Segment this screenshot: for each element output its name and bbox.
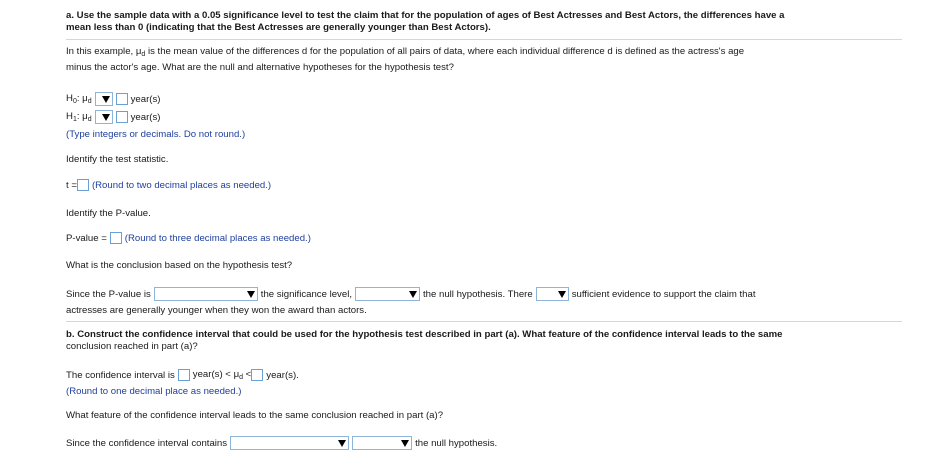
example-line1: In this example, $\mu_d$ is the mean value of the differences d for the population of all pairs of data, where each individual difference d is defined as the actress's age xyxy=(66,46,745,58)
chevron-down-icon xyxy=(409,291,417,298)
chevron-down-icon xyxy=(247,291,255,298)
ci-contains-dropdown[interactable] xyxy=(230,436,349,450)
part-b-question-line1: b. Construct the confidence interval that could be used for the hypothesis test described in part (a). What feature of the confidence interval leads to the same xyxy=(66,329,783,340)
pvalue-note: (Round to three decimal places as needed.) xyxy=(124,232,311,244)
pvalue-question: Identify the P-value. xyxy=(66,208,151,219)
null-decision-dropdown[interactable] xyxy=(355,287,420,301)
test-statistic-question: Identify the test statistic. xyxy=(66,154,169,165)
feature-question: What feature of the confidence interval leads to the same conclusion reached in part (a)? xyxy=(66,410,444,421)
part-a-intro-line2: mean less than 0 (indicating that the Best Actresses are generally younger than Best Actors). xyxy=(66,22,491,33)
pvalue-label: P-value = xyxy=(66,232,107,244)
ci-lower-input[interactable] xyxy=(178,369,190,381)
pvalue-input[interactable] xyxy=(110,232,122,244)
h1-label: $H_1$: $\mu_d$ xyxy=(66,111,92,123)
ci-mid: year(s) < $\mu_d$ < xyxy=(192,369,252,381)
ci-upper-input[interactable] xyxy=(251,369,263,381)
pvalue-row xyxy=(66,231,311,245)
chevron-down-icon xyxy=(102,96,110,103)
hypothesis-note: (Type integers or decimals. Do not round.) xyxy=(66,129,246,140)
conclusion-text-1: Since the P-value is xyxy=(66,288,151,300)
part-a-intro-line1: a. Use the sample data with a 0.05 significance level to test the claim that for the population of ages of Best Actresses and Best Actors, the differences have a xyxy=(66,10,785,21)
chevron-down-icon xyxy=(558,291,566,298)
chevron-down-icon xyxy=(102,114,110,121)
feature-suffix: the null hypothesis. xyxy=(415,437,498,449)
feature-row xyxy=(66,436,497,450)
ci-note: (Round to one decimal place as needed.) xyxy=(66,386,242,397)
h0-row xyxy=(66,92,160,106)
ci-row xyxy=(66,368,299,382)
conclusion-text-4: sufficient evidence to support the claim that xyxy=(571,288,756,300)
chevron-down-icon xyxy=(338,440,346,447)
h0-operator-dropdown[interactable] xyxy=(95,92,113,106)
pvalue-comparison-dropdown[interactable] xyxy=(154,287,258,301)
example-line2: minus the actor's age. What are the null and alternative hypotheses for the hypothesis test? xyxy=(66,62,454,73)
h0-label: $H_0$: $\mu_d$ xyxy=(66,93,92,105)
ci-suffix: year(s). xyxy=(266,369,299,381)
conclusion-row xyxy=(66,287,756,301)
h1-operator-dropdown[interactable] xyxy=(95,110,113,124)
t-value-input[interactable] xyxy=(77,179,89,191)
h1-value-input[interactable] xyxy=(116,111,128,123)
conclusion-text-2: the significance level, xyxy=(260,288,352,300)
h0-value-input[interactable] xyxy=(116,93,128,105)
ci-decision-dropdown[interactable] xyxy=(352,436,412,450)
divider xyxy=(66,321,902,322)
evidence-dropdown[interactable] xyxy=(536,287,569,301)
conclusion-line2: actresses are generally younger when they won the award than actors. xyxy=(66,305,367,316)
h0-unit: year(s) xyxy=(130,93,161,105)
h1-row xyxy=(66,110,160,124)
t-row xyxy=(66,178,271,192)
ci-prefix: The confidence interval is xyxy=(66,369,175,381)
divider xyxy=(66,39,902,40)
chevron-down-icon xyxy=(401,440,409,447)
feature-prefix: Since the confidence interval contains xyxy=(66,437,228,449)
h1-unit: year(s) xyxy=(130,111,161,123)
t-note: (Round to two decimal places as needed.) xyxy=(91,179,272,191)
conclusion-text-3: the null hypothesis. There xyxy=(423,288,533,300)
t-label: t = xyxy=(66,179,77,191)
conclusion-question: What is the conclusion based on the hypothesis test? xyxy=(66,260,293,271)
part-b-question-line2: conclusion reached in part (a)? xyxy=(66,341,198,352)
